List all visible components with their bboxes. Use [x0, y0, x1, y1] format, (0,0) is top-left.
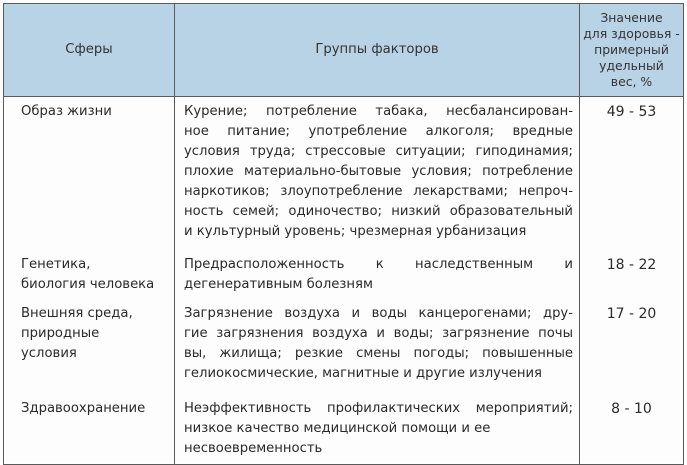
header-value-line: для здоровья - [583, 26, 680, 41]
groups-line: несвоевременность [184, 441, 323, 456]
groups-line: ное питание; употребление алкоголя; вредные [184, 124, 573, 139]
sphere-cell [4, 97, 175, 251]
groups-line: ность семей; одиночество; низкий образовательный [184, 204, 573, 219]
groups-cell [175, 97, 580, 251]
groups-cell [175, 299, 580, 394]
value-cell: 17 - 20 [580, 299, 684, 394]
header-value-line: примерный [594, 42, 669, 57]
groups-line: гие загрязнения воздуха и воды; загрязнение почы [184, 326, 573, 341]
sphere-line: природные [21, 326, 100, 341]
groups-cell [175, 394, 580, 465]
groups-line: Неэффективность профилактических мероприятий; [184, 401, 573, 416]
header-value [580, 4, 684, 97]
value-cell: 18 - 22 [580, 250, 684, 299]
table-row [4, 250, 684, 299]
table-row [4, 394, 684, 465]
sphere-line: Здравоохранение [21, 401, 146, 416]
groups-line: гелиокосмические, магнитные и другие излучения [184, 366, 542, 381]
table-row [4, 299, 684, 394]
groups-line: Курение; потребление табака, несбалансирован- [184, 104, 573, 119]
groups-line: дегенеративным болезням [184, 277, 373, 292]
header-row [4, 4, 684, 97]
groups-line: низкое качество медицинской помощи и ее [184, 421, 491, 436]
header-groups: Группы факторов [175, 4, 580, 97]
groups-cell [175, 250, 580, 299]
groups-line: и культурный уровень; чрезмерная урбанизация [184, 224, 527, 239]
groups-line: Загрязнение воздуха и воды канцерогенами; дру- [184, 306, 573, 321]
value-cell: 8 - 10 [580, 394, 684, 465]
sphere-line: биология человека [21, 277, 155, 292]
header-sphere: Сферы [4, 4, 175, 97]
sphere-line: условия [21, 346, 77, 361]
groups-line: Предрасположенность к наследственным и [184, 257, 573, 272]
table-body [4, 97, 684, 465]
header-value-line: вес, % [610, 74, 653, 89]
groups-line: условия труда; стрессовые ситуации; гиподинамия; [184, 144, 573, 159]
sphere-line: Генетика, [21, 257, 91, 272]
groups-line: плохие материально-бытовые условия; потребление [184, 164, 573, 179]
sphere-line: Внешняя среда, [21, 306, 133, 321]
table-header [4, 4, 684, 97]
groups-line: наркотиков; злоупотребление лекарствами; непроч- [184, 184, 573, 199]
health-factors-table [3, 3, 684, 465]
sphere-cell [4, 299, 175, 394]
header-value-line: Значение [600, 10, 663, 25]
sphere-cell [4, 394, 175, 465]
sphere-cell [4, 250, 175, 299]
header-value-line: удельный [599, 58, 664, 73]
sphere-line: Образ жизни [21, 104, 112, 119]
value-cell: 49 - 53 [580, 97, 684, 251]
table-row [4, 97, 684, 251]
groups-line: вы, жилища; резкие смены погоды; повышенные [184, 346, 573, 361]
